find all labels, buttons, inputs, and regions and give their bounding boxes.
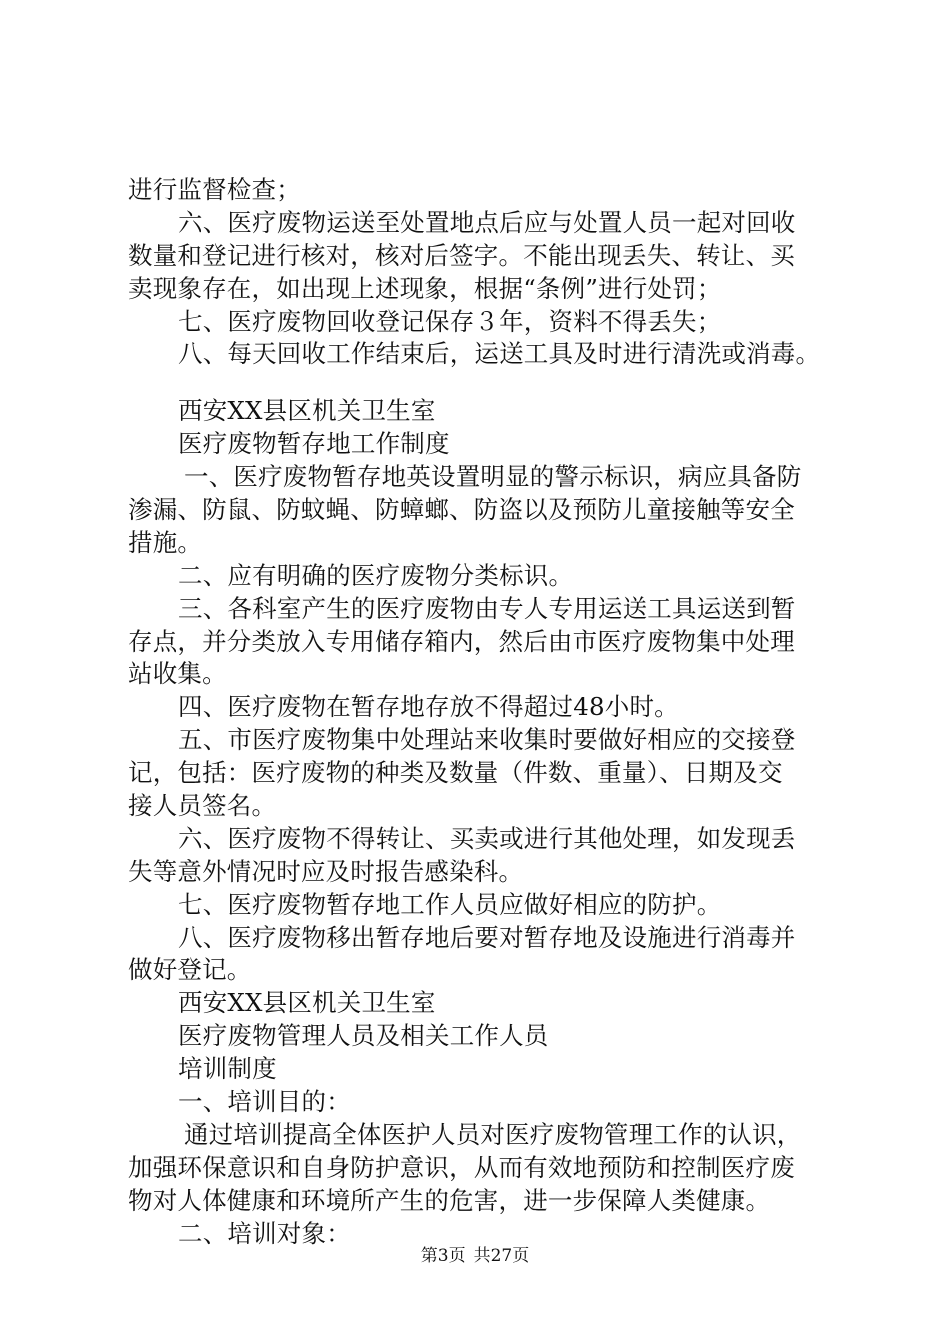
paragraph-line: 措施。 bbox=[128, 527, 203, 557]
paragraph-line: 存点，并分类放入专用储存箱内，然后由市医疗废物集中处理 bbox=[128, 626, 795, 656]
paragraph-line: 七、医疗废物回收登记保存３年，资料不得丢失； bbox=[178, 306, 722, 336]
paragraph-line: 三、各科室产生的医疗废物由专人专用运送工具运送到暂 bbox=[178, 593, 796, 623]
paragraph-line: 站收集。 bbox=[128, 659, 227, 689]
paragraph-line: 一、医疗废物暂存地英设置明显的警示标识，病应具备防 bbox=[184, 462, 802, 492]
paragraph-line: 失等意外情况时应及时报告感染科。 bbox=[128, 856, 524, 886]
paragraph-line: 渗漏、防鼠、防蚊蝇、防蟑螂、防盗以及预防儿童接触等安全 bbox=[128, 495, 795, 525]
page-number: 第3页 bbox=[420, 1246, 466, 1266]
paragraph-line: 通过培训提高全体医护人员对医疗废物管理工作的认识， bbox=[184, 1119, 802, 1149]
section-title: 培训制度 bbox=[178, 1054, 277, 1084]
section-title: 医疗废物管理人员及相关工作人员 bbox=[178, 1021, 549, 1051]
paragraph-line: 加强环保意识和自身防护意识，从而有效地预防和控制医疗废 bbox=[128, 1152, 795, 1182]
paragraph-line: 卖现象存在，如出现上述现象，根据“条例”进行处罚； bbox=[128, 273, 722, 303]
paragraph-line: 四、医疗废物在暂存地存放不得超过48小时。 bbox=[178, 692, 679, 722]
paragraph-line: 八、医疗废物移出暂存地后要对暂存地及设施进行消毒并 bbox=[178, 922, 796, 952]
organization-name: 西安XX县区机关卫生室 bbox=[178, 396, 436, 426]
paragraph-line: 八、每天回收工作结束后，运送工具及时进行清洗或消毒。 bbox=[178, 339, 821, 369]
section-gap bbox=[128, 371, 840, 395]
paragraph-line: 六、医疗废物运送至处置地点后应与处置人员一起对回收 bbox=[178, 207, 796, 237]
paragraph-line: 六、医疗废物不得转让、买卖或进行其他处理，如发现丢 bbox=[178, 823, 796, 853]
paragraph-line: 二、培训对象： bbox=[178, 1218, 351, 1248]
paragraph-line: 二、应有明确的医疗废物分类标识。 bbox=[178, 560, 574, 590]
document-body bbox=[128, 174, 840, 1251]
paragraph-line: 七、医疗废物暂存地工作人员应做好相应的防护。 bbox=[178, 889, 722, 919]
paragraph-line: 进行监督检查； bbox=[128, 175, 301, 204]
paragraph-line: 数量和登记进行核对，核对后签字。不能出现丢失、转让、买 bbox=[128, 240, 795, 270]
paragraph-line: 记，包括：医疗废物的种类及数量（件数、重量）、日期及交 bbox=[128, 758, 783, 788]
paragraph-line: 五、市医疗废物集中处理站来收集时要做好相应的交接登 bbox=[178, 725, 796, 755]
section-title: 医疗废物暂存地工作制度 bbox=[178, 429, 450, 459]
organization-name: 西安XX县区机关卫生室 bbox=[178, 988, 436, 1018]
paragraph-line: 接人员签名。 bbox=[128, 791, 277, 821]
page-total: 共27页 bbox=[473, 1246, 530, 1266]
paragraph-line: 物对人体健康和环境所产生的危害，进一步保障人类健康。 bbox=[128, 1185, 771, 1215]
paragraph-line: 一、培训目的： bbox=[178, 1087, 351, 1117]
paragraph-line: 做好登记。 bbox=[128, 955, 252, 985]
page-footer bbox=[0, 1244, 950, 1268]
